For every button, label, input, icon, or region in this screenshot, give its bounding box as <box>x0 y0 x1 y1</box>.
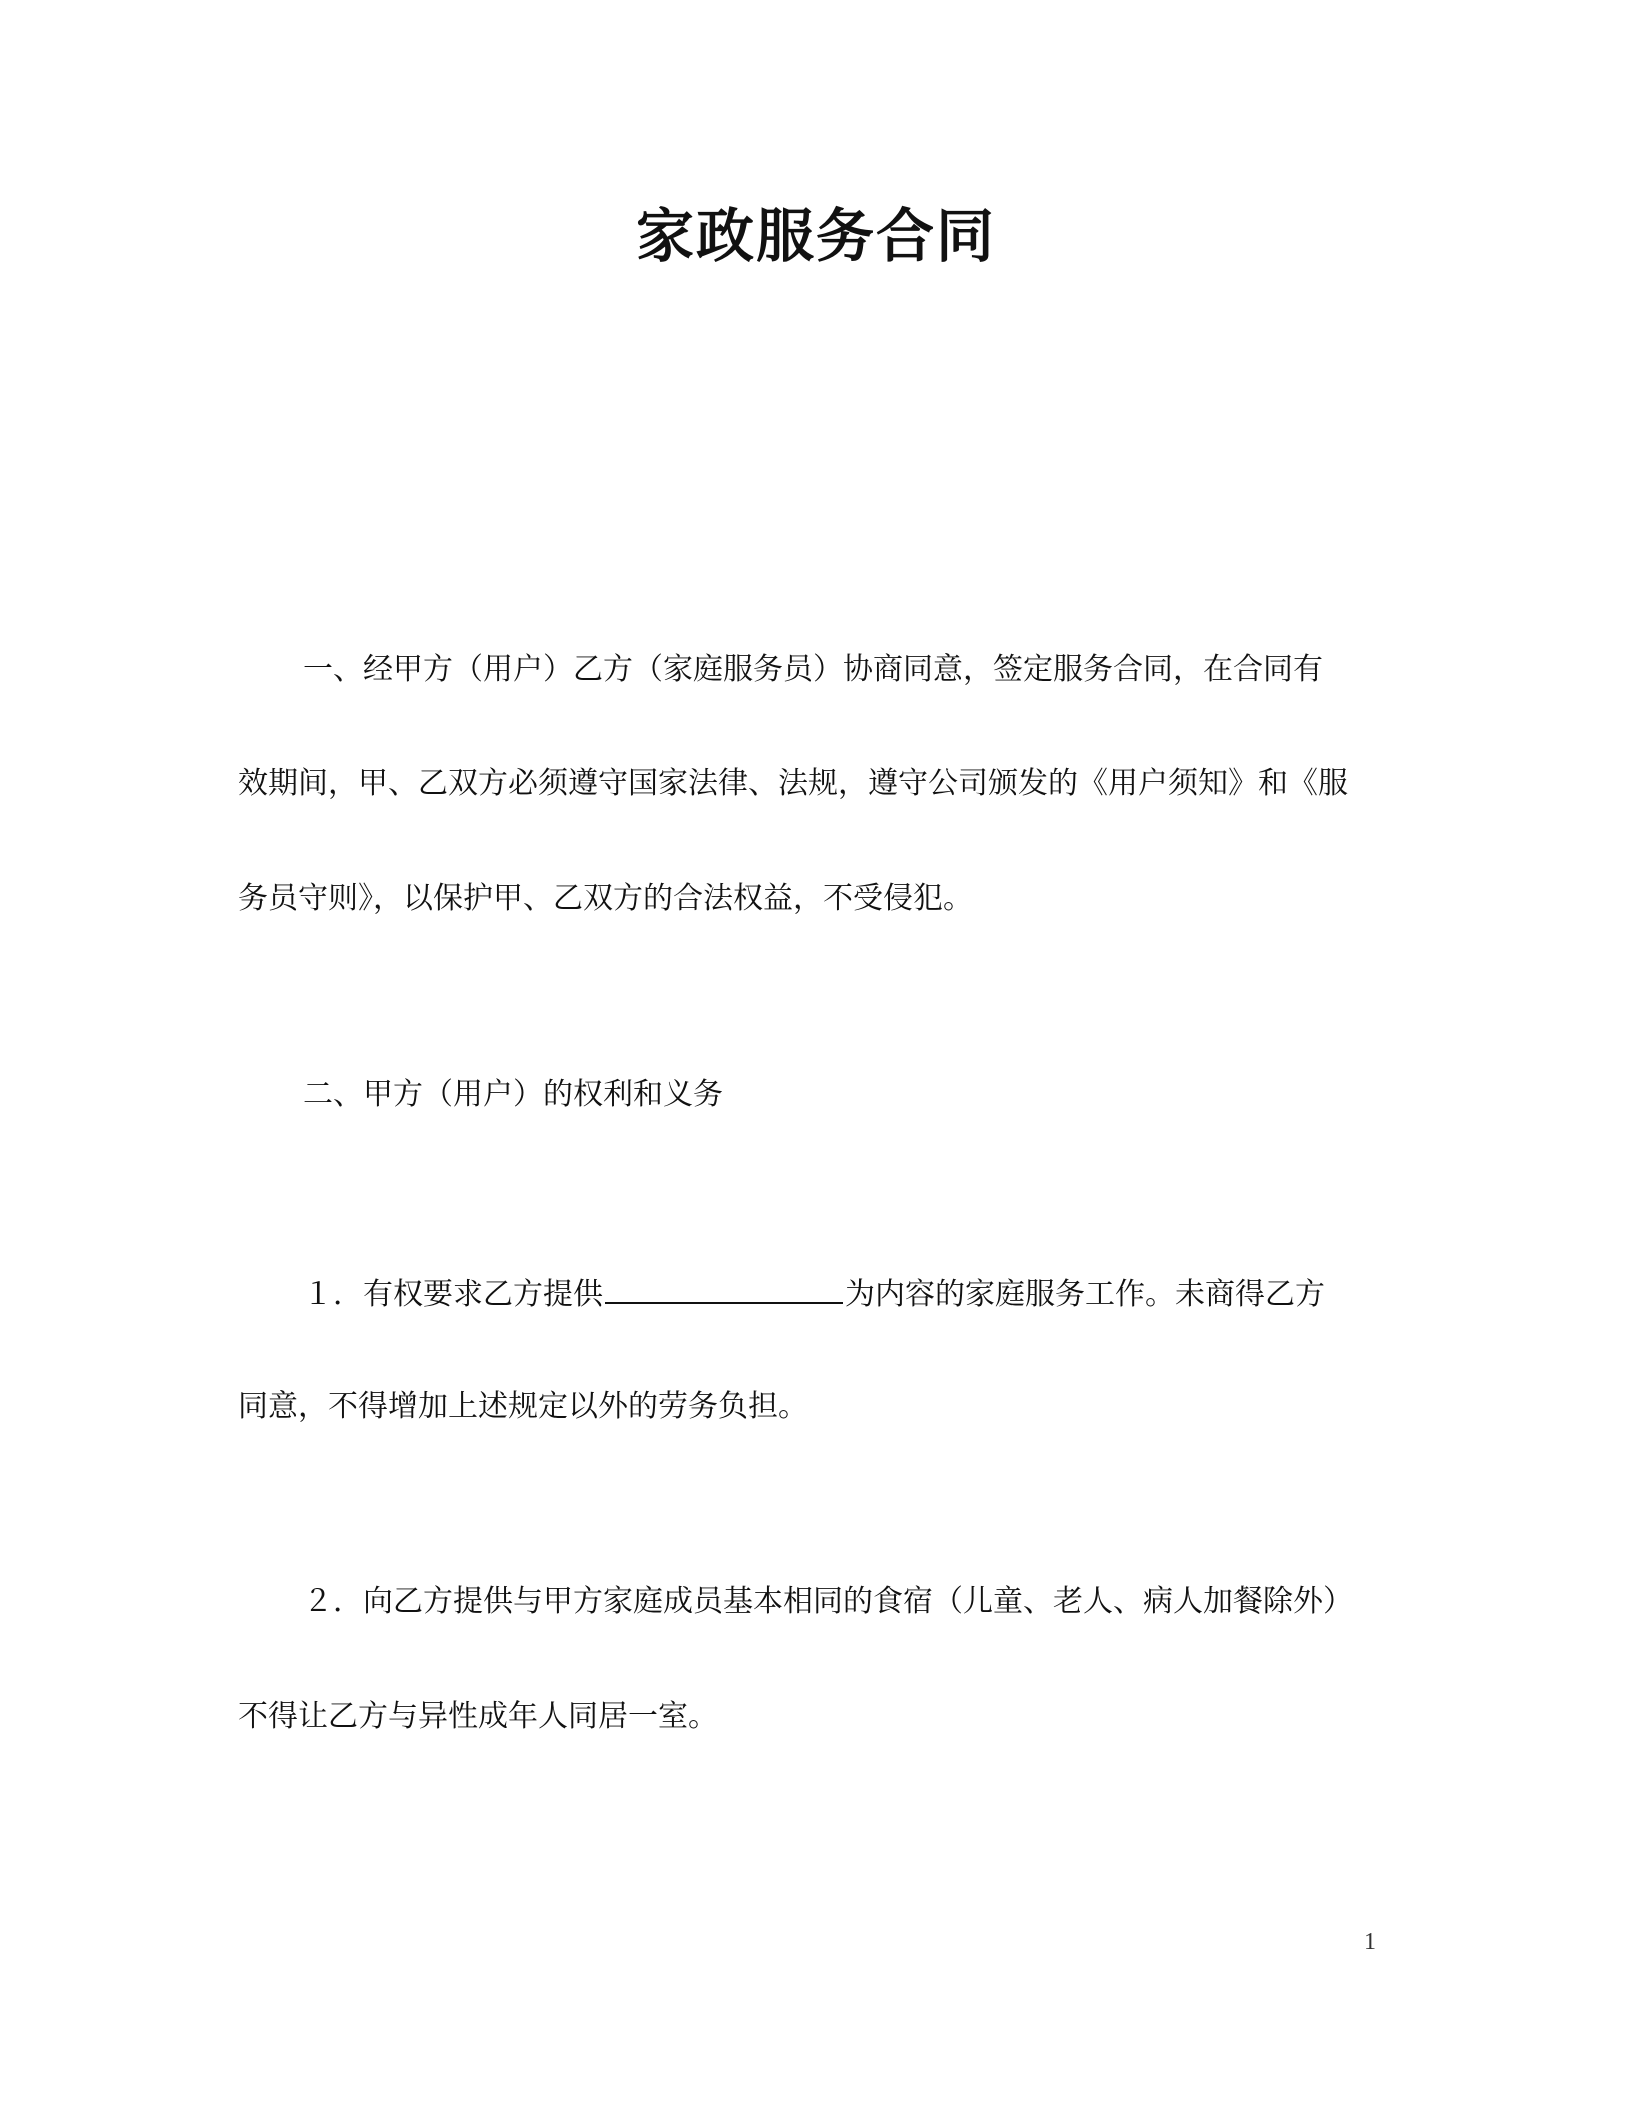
item1-text-before-blank: １．有权要求乙方提供 <box>303 1277 603 1312</box>
item2-line2: 不得让乙方与异性成年人同居一室。 <box>238 1699 718 1734</box>
section1-line3: 务员守则》，以保护甲、乙双方的合法权益，不受侵犯。 <box>238 881 973 916</box>
item1-line2: 同意，不得增加上述规定以外的劳务负担。 <box>238 1389 808 1424</box>
document-title: 家政服务合同 <box>635 202 996 270</box>
item1-line1 <box>303 1272 1325 1315</box>
item1-text-after-blank: 为内容的家庭服务工作。未商得乙方 <box>845 1277 1325 1312</box>
section1-line1: 一、经甲方（用户）乙方（家庭服务员）协商同意，签定服务合同，在合同有 <box>303 652 1323 687</box>
section1-line2: 效期间，甲、乙双方必须遵守国家法律、法规，遵守公司颁发的《用户须知》和《服 <box>238 766 1348 801</box>
item2-line1: ２．向乙方提供与甲方家庭成员基本相同的食宿（儿童、老人、病人加餐除外） <box>303 1584 1353 1619</box>
fill-in-blank <box>605 1272 843 1304</box>
section2-heading: 二、甲方（用户）的权利和义务 <box>303 1077 723 1112</box>
page-number: 1 <box>1364 1929 1376 1955</box>
